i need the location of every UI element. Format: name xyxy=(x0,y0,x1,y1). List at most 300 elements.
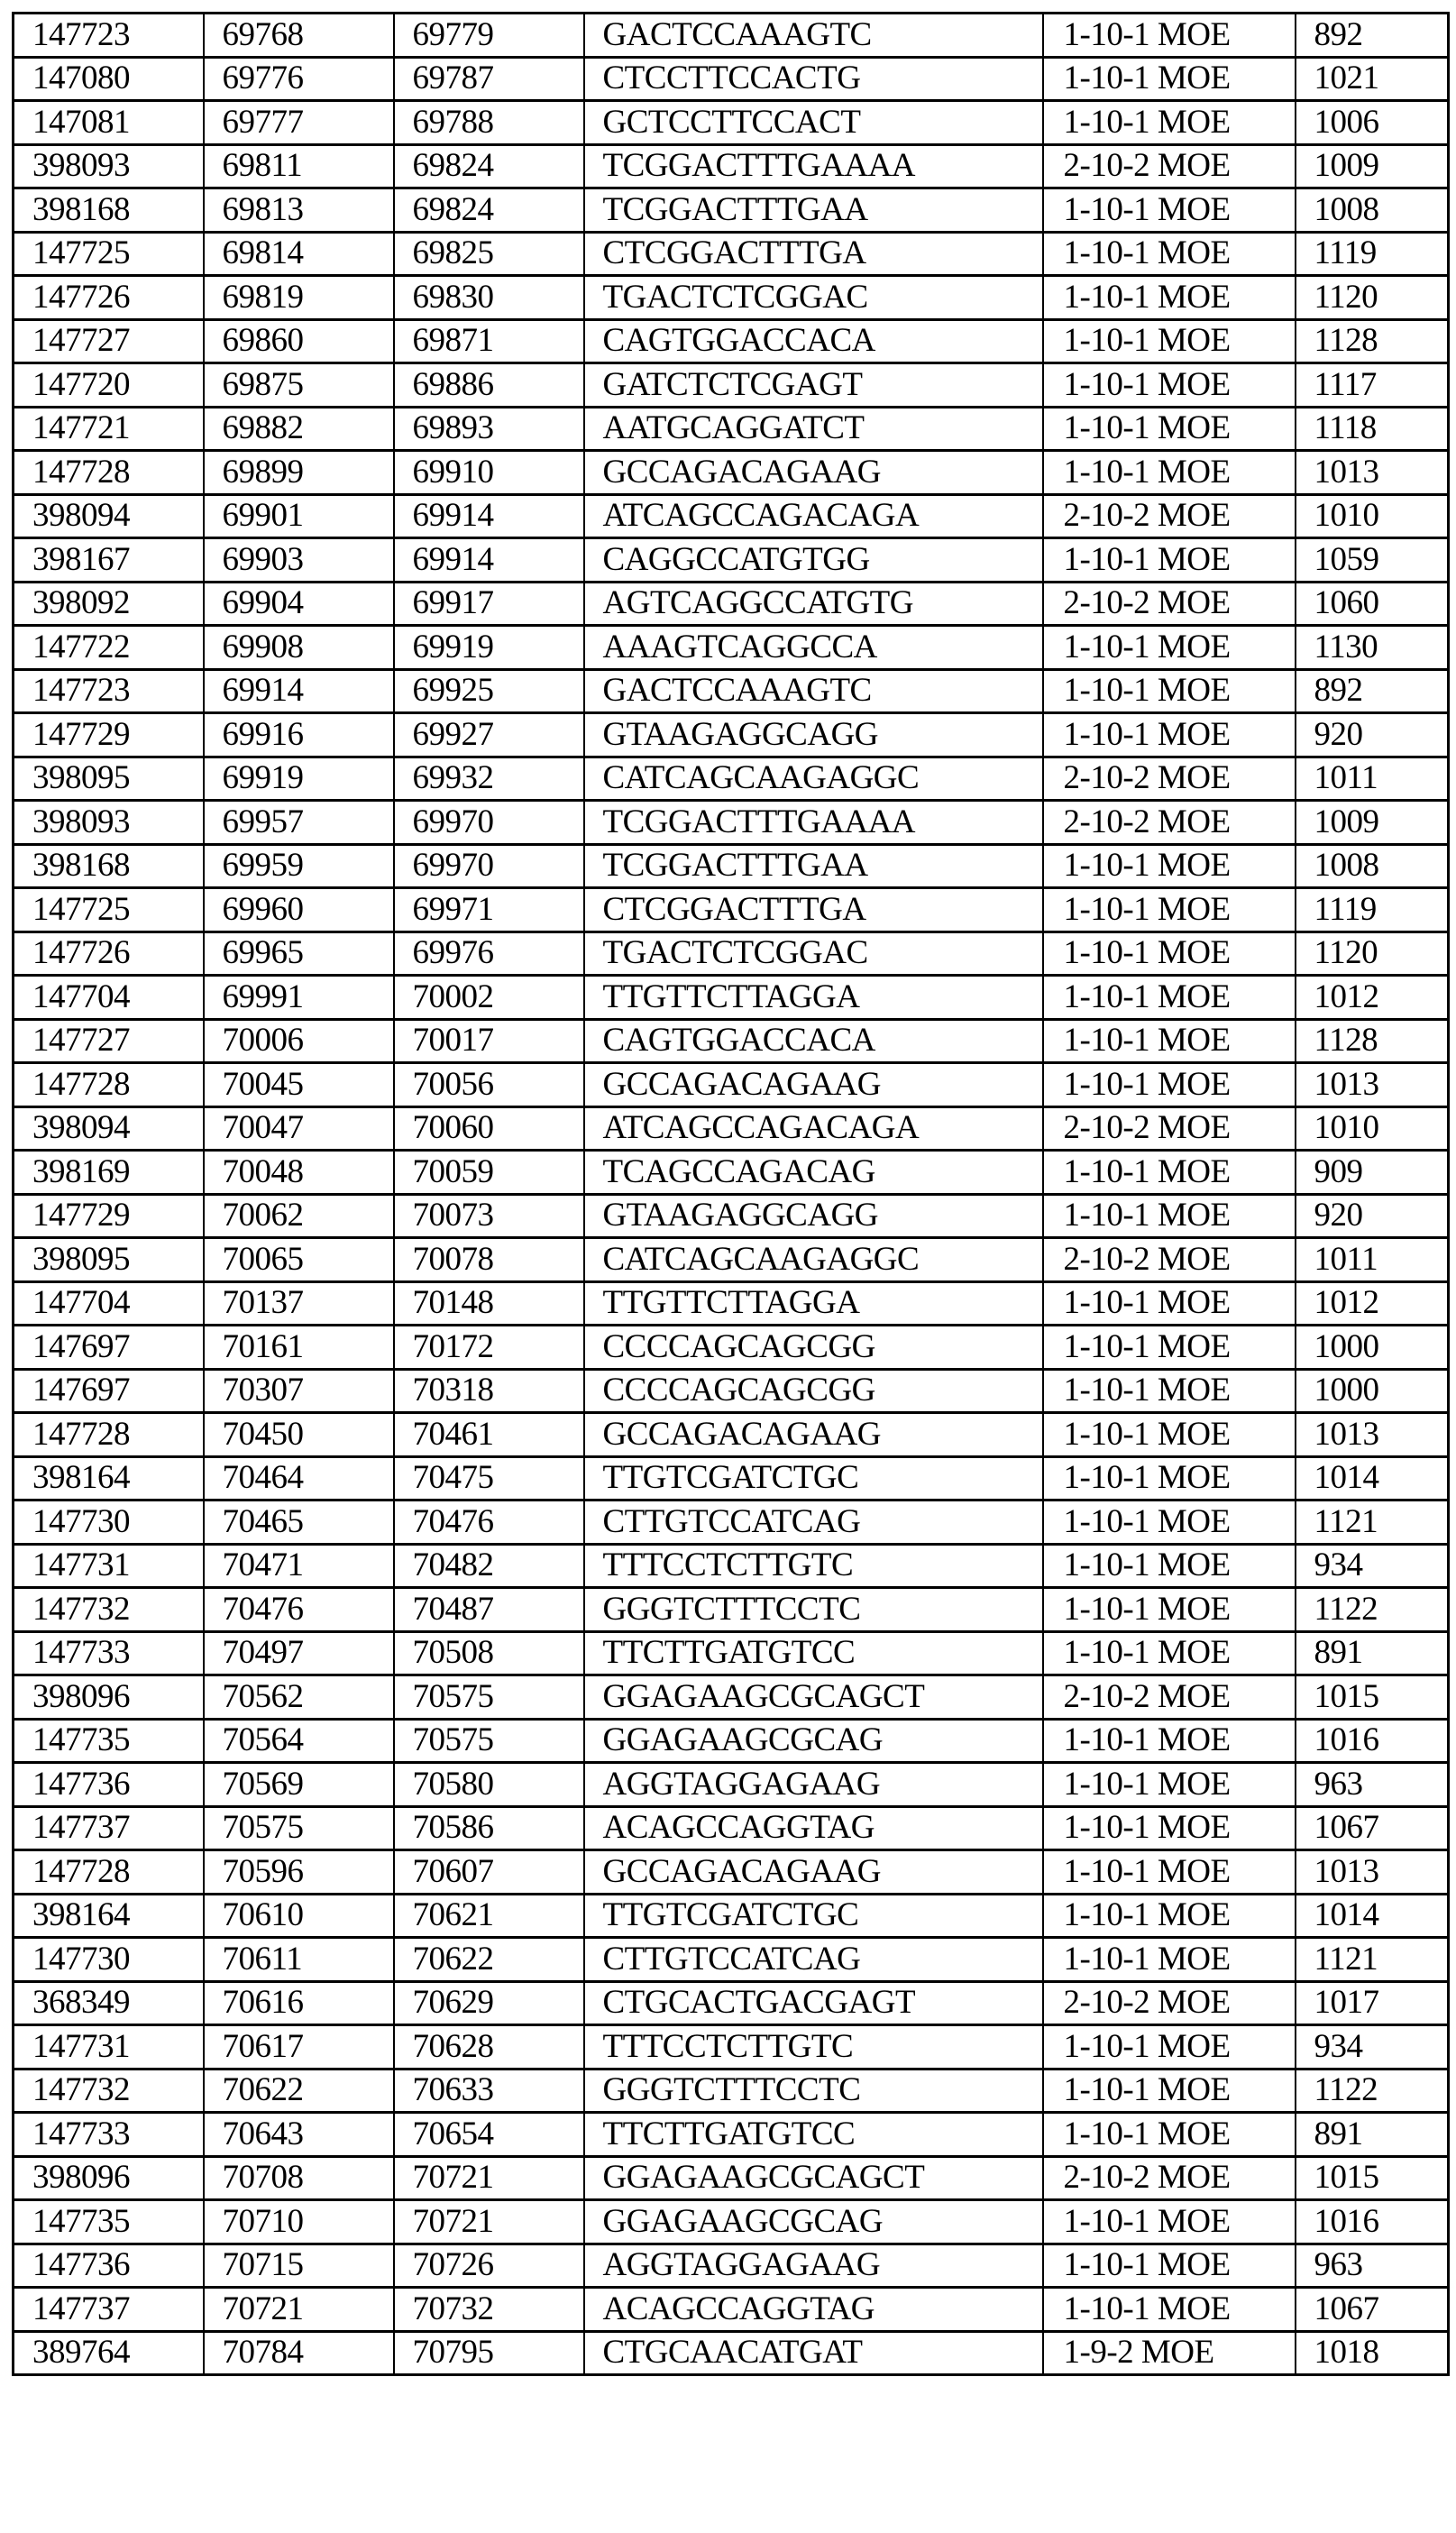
sequence-cell: TTTCCTCTTGTC xyxy=(584,1544,1043,1588)
table-row xyxy=(14,1151,1449,1195)
isis-no-cell: 147730 xyxy=(14,1938,204,1982)
isis-no-cell: 147728 xyxy=(14,1413,204,1457)
isis-no-cell: 147725 xyxy=(14,232,204,276)
sequence-cell: TGACTCTCGGAC xyxy=(584,276,1043,320)
target-start-cell: 70643 xyxy=(204,2113,394,2157)
target-stop-cell: 70078 xyxy=(394,1238,584,1282)
target-stop-cell: 69910 xyxy=(394,451,584,495)
target-stop-cell: 69932 xyxy=(394,757,584,801)
target-stop-cell: 70575 xyxy=(394,1675,584,1720)
motif-cell: 1-10-1 MOE xyxy=(1043,1151,1296,1195)
motif-cell: 1-10-1 MOE xyxy=(1043,2025,1296,2070)
sequence-cell: GCCAGACAGAAG xyxy=(584,451,1043,495)
isis-no-cell: 398164 xyxy=(14,1456,204,1501)
seq-id-cell: 1010 xyxy=(1296,494,1449,538)
sequence-cell: ATCAGCCAGACAGA xyxy=(584,1106,1043,1151)
table-row xyxy=(14,144,1449,188)
motif-cell: 1-10-1 MOE xyxy=(1043,363,1296,408)
table-row xyxy=(14,1981,1449,2025)
table-row xyxy=(14,976,1449,1020)
motif-cell: 2-10-2 MOE xyxy=(1043,494,1296,538)
seq-id-cell: 1120 xyxy=(1296,276,1449,320)
seq-id-cell: 1000 xyxy=(1296,1369,1449,1413)
table-row xyxy=(14,2200,1449,2244)
seq-id-cell: 1120 xyxy=(1296,932,1449,976)
target-stop-cell: 69927 xyxy=(394,713,584,757)
sequence-cell: CAGTGGACCACA xyxy=(584,1019,1043,1063)
target-start-cell: 70048 xyxy=(204,1151,394,1195)
table-row xyxy=(14,2244,1449,2288)
motif-cell: 1-10-1 MOE xyxy=(1043,2200,1296,2244)
isis-no-cell: 398093 xyxy=(14,801,204,845)
target-start-cell: 70137 xyxy=(204,1281,394,1326)
target-start-cell: 69919 xyxy=(204,757,394,801)
target-stop-cell: 70795 xyxy=(394,2331,584,2375)
sequence-cell: AGTCAGGCCATGTG xyxy=(584,582,1043,626)
target-stop-cell: 70621 xyxy=(394,1894,584,1938)
isis-no-cell: 147729 xyxy=(14,1194,204,1238)
target-stop-cell: 70628 xyxy=(394,2025,584,2070)
table-row xyxy=(14,101,1449,145)
table-row xyxy=(14,801,1449,845)
motif-cell: 2-10-2 MOE xyxy=(1043,1675,1296,1720)
target-stop-cell: 70726 xyxy=(394,2244,584,2288)
sequence-cell: TGACTCTCGGAC xyxy=(584,932,1043,976)
isis-no-cell: 398095 xyxy=(14,1238,204,1282)
table-row xyxy=(14,1063,1449,1107)
target-start-cell: 70610 xyxy=(204,1894,394,1938)
table-row xyxy=(14,2025,1449,2070)
motif-cell: 1-10-1 MOE xyxy=(1043,1894,1296,1938)
isis-no-cell: 147697 xyxy=(14,1326,204,1370)
target-stop-cell: 69830 xyxy=(394,276,584,320)
target-stop-cell: 69886 xyxy=(394,363,584,408)
isis-no-cell: 147736 xyxy=(14,1763,204,1807)
table-row xyxy=(14,232,1449,276)
target-start-cell: 70569 xyxy=(204,1763,394,1807)
table-row xyxy=(14,1588,1449,1632)
seq-id-cell: 1010 xyxy=(1296,1106,1449,1151)
sequence-cell: GCCAGACAGAAG xyxy=(584,1413,1043,1457)
seq-id-cell: 1121 xyxy=(1296,1938,1449,1982)
motif-cell: 1-10-1 MOE xyxy=(1043,2113,1296,2157)
table-row xyxy=(14,888,1449,932)
isis-no-cell: 147722 xyxy=(14,626,204,670)
seq-id-cell: 909 xyxy=(1296,1151,1449,1195)
isis-no-cell: 368349 xyxy=(14,1981,204,2025)
seq-id-cell: 920 xyxy=(1296,1194,1449,1238)
target-stop-cell: 70607 xyxy=(394,1850,584,1895)
seq-id-cell: 1016 xyxy=(1296,2200,1449,2244)
motif-cell: 1-10-1 MOE xyxy=(1043,1326,1296,1370)
sequence-cell: TTGTTCTTAGGA xyxy=(584,1281,1043,1326)
sequence-cell: CTGCAACATGAT xyxy=(584,2331,1043,2375)
target-stop-cell: 69824 xyxy=(394,188,584,233)
table-row xyxy=(14,319,1449,363)
motif-cell: 1-10-1 MOE xyxy=(1043,626,1296,670)
table-row xyxy=(14,2288,1449,2332)
target-start-cell: 69811 xyxy=(204,144,394,188)
seq-id-cell: 1122 xyxy=(1296,2069,1449,2113)
isis-no-cell: 147728 xyxy=(14,1063,204,1107)
sequence-cell: AAAGTCAGGCCA xyxy=(584,626,1043,670)
seq-id-cell: 1021 xyxy=(1296,57,1449,101)
sequence-cell: ACAGCCAGGTAG xyxy=(584,1806,1043,1850)
motif-cell: 1-10-1 MOE xyxy=(1043,2288,1296,2332)
seq-id-cell: 1117 xyxy=(1296,363,1449,408)
target-stop-cell: 70172 xyxy=(394,1326,584,1370)
seq-id-cell: 1013 xyxy=(1296,451,1449,495)
target-stop-cell: 70060 xyxy=(394,1106,584,1151)
table-row xyxy=(14,844,1449,888)
target-start-cell: 69819 xyxy=(204,276,394,320)
target-stop-cell: 70622 xyxy=(394,1938,584,1982)
seq-id-cell: 1122 xyxy=(1296,1588,1449,1632)
motif-cell: 1-10-1 MOE xyxy=(1043,2069,1296,2113)
isis-no-cell: 147733 xyxy=(14,2113,204,2157)
target-stop-cell: 69788 xyxy=(394,101,584,145)
seq-id-cell: 1067 xyxy=(1296,2288,1449,2332)
table-row xyxy=(14,494,1449,538)
target-stop-cell: 70002 xyxy=(394,976,584,1020)
isis-no-cell: 398168 xyxy=(14,188,204,233)
isis-no-cell: 147727 xyxy=(14,1019,204,1063)
sequence-cell: GTAAGAGGCAGG xyxy=(584,713,1043,757)
sequence-cell: TTGTCGATCTGC xyxy=(584,1894,1043,1938)
sequence-cell: TCGGACTTTGAA xyxy=(584,188,1043,233)
target-start-cell: 70622 xyxy=(204,2069,394,2113)
seq-id-cell: 1006 xyxy=(1296,101,1449,145)
sequence-cell: GGGTCTTTCCTC xyxy=(584,1588,1043,1632)
sequence-cell: TTGTTCTTAGGA xyxy=(584,976,1043,1020)
table-row xyxy=(14,1544,1449,1588)
target-stop-cell: 70721 xyxy=(394,2156,584,2200)
isis-no-cell: 147735 xyxy=(14,2200,204,2244)
isis-no-cell: 398169 xyxy=(14,1151,204,1195)
table-row xyxy=(14,1369,1449,1413)
target-stop-cell: 69779 xyxy=(394,14,584,58)
seq-id-cell: 1012 xyxy=(1296,1281,1449,1326)
table-row xyxy=(14,1806,1449,1850)
target-stop-cell: 70461 xyxy=(394,1413,584,1457)
sequence-cell: CAGGCCATGTGG xyxy=(584,538,1043,583)
sequence-cell: AGGTAGGAGAAG xyxy=(584,1763,1043,1807)
table-row xyxy=(14,2113,1449,2157)
seq-id-cell: 1013 xyxy=(1296,1063,1449,1107)
sequence-cell: GATCTCTCGAGT xyxy=(584,363,1043,408)
sequence-cell: CTCGGACTTTGA xyxy=(584,888,1043,932)
motif-cell: 1-10-1 MOE xyxy=(1043,1850,1296,1895)
isis-no-cell: 147735 xyxy=(14,1719,204,1763)
target-start-cell: 70476 xyxy=(204,1588,394,1632)
target-start-cell: 70575 xyxy=(204,1806,394,1850)
isis-no-cell: 147733 xyxy=(14,1631,204,1675)
table-row xyxy=(14,1501,1449,1545)
target-stop-cell: 70732 xyxy=(394,2288,584,2332)
seq-id-cell: 891 xyxy=(1296,1631,1449,1675)
isis-no-cell: 147723 xyxy=(14,14,204,58)
seq-id-cell: 1017 xyxy=(1296,1981,1449,2025)
target-start-cell: 70784 xyxy=(204,2331,394,2375)
motif-cell: 2-10-2 MOE xyxy=(1043,757,1296,801)
isis-no-cell: 147728 xyxy=(14,1850,204,1895)
seq-id-cell: 892 xyxy=(1296,14,1449,58)
target-start-cell: 69875 xyxy=(204,363,394,408)
seq-id-cell: 963 xyxy=(1296,2244,1449,2288)
table-row xyxy=(14,1763,1449,1807)
target-start-cell: 70611 xyxy=(204,1938,394,1982)
sequence-cell: CATCAGCAAGAGGC xyxy=(584,757,1043,801)
motif-cell: 1-10-1 MOE xyxy=(1043,232,1296,276)
isis-no-cell: 147081 xyxy=(14,101,204,145)
target-start-cell: 69776 xyxy=(204,57,394,101)
isis-no-cell: 398093 xyxy=(14,144,204,188)
target-start-cell: 70715 xyxy=(204,2244,394,2288)
sequence-cell: GGAGAAGCGCAG xyxy=(584,2200,1043,2244)
sequence-cell: TCGGACTTTGAAAA xyxy=(584,144,1043,188)
target-stop-cell: 70629 xyxy=(394,1981,584,2025)
seq-id-cell: 1014 xyxy=(1296,1894,1449,1938)
sequence-cell: TTTCCTCTTGTC xyxy=(584,2025,1043,2070)
sequence-cell: GACTCCAAAGTC xyxy=(584,14,1043,58)
target-start-cell: 70617 xyxy=(204,2025,394,2070)
seq-id-cell: 1015 xyxy=(1296,1675,1449,1720)
target-start-cell: 70471 xyxy=(204,1544,394,1588)
table-row xyxy=(14,276,1449,320)
target-start-cell: 70721 xyxy=(204,2288,394,2332)
motif-cell: 1-10-1 MOE xyxy=(1043,276,1296,320)
target-stop-cell: 70508 xyxy=(394,1631,584,1675)
sequence-cell: GCCAGACAGAAG xyxy=(584,1850,1043,1895)
isis-no-cell: 398164 xyxy=(14,1894,204,1938)
table-row xyxy=(14,407,1449,451)
target-start-cell: 70564 xyxy=(204,1719,394,1763)
motif-cell: 1-10-1 MOE xyxy=(1043,57,1296,101)
table-row xyxy=(14,1238,1449,1282)
target-start-cell: 69901 xyxy=(204,494,394,538)
motif-cell: 1-10-1 MOE xyxy=(1043,1938,1296,1982)
target-start-cell: 69960 xyxy=(204,888,394,932)
target-start-cell: 70497 xyxy=(204,1631,394,1675)
motif-cell: 1-10-1 MOE xyxy=(1043,1019,1296,1063)
motif-cell: 1-10-1 MOE xyxy=(1043,1413,1296,1457)
table-body xyxy=(14,14,1449,2375)
table-row xyxy=(14,1631,1449,1675)
motif-cell: 1-10-1 MOE xyxy=(1043,976,1296,1020)
table-row xyxy=(14,538,1449,583)
isis-no-cell: 147726 xyxy=(14,276,204,320)
target-start-cell: 69860 xyxy=(204,319,394,363)
target-stop-cell: 70586 xyxy=(394,1806,584,1850)
target-start-cell: 70710 xyxy=(204,2200,394,2244)
sequence-cell: CAGTGGACCACA xyxy=(584,319,1043,363)
target-start-cell: 69903 xyxy=(204,538,394,583)
motif-cell: 1-10-1 MOE xyxy=(1043,888,1296,932)
isis-no-cell: 147731 xyxy=(14,1544,204,1588)
target-start-cell: 69957 xyxy=(204,801,394,845)
target-start-cell: 70596 xyxy=(204,1850,394,1895)
target-stop-cell: 69970 xyxy=(394,844,584,888)
table-row xyxy=(14,363,1449,408)
motif-cell: 1-10-1 MOE xyxy=(1043,1631,1296,1675)
target-stop-cell: 69787 xyxy=(394,57,584,101)
motif-cell: 2-10-2 MOE xyxy=(1043,801,1296,845)
target-start-cell: 70161 xyxy=(204,1326,394,1370)
seq-id-cell: 1015 xyxy=(1296,2156,1449,2200)
target-stop-cell: 69893 xyxy=(394,407,584,451)
table-row xyxy=(14,1894,1449,1938)
table-row xyxy=(14,1413,1449,1457)
isis-no-cell: 147080 xyxy=(14,57,204,101)
target-stop-cell: 69971 xyxy=(394,888,584,932)
motif-cell: 2-10-2 MOE xyxy=(1043,1238,1296,1282)
sequence-cell: CCCCAGCAGCGG xyxy=(584,1326,1043,1370)
target-stop-cell: 70482 xyxy=(394,1544,584,1588)
motif-cell: 2-10-2 MOE xyxy=(1043,2156,1296,2200)
isis-no-cell: 147729 xyxy=(14,713,204,757)
target-stop-cell: 70475 xyxy=(394,1456,584,1501)
seq-id-cell: 1059 xyxy=(1296,538,1449,583)
table-row xyxy=(14,188,1449,233)
sequence-cell: GTAAGAGGCAGG xyxy=(584,1194,1043,1238)
motif-cell: 1-10-1 MOE xyxy=(1043,1544,1296,1588)
target-stop-cell: 69970 xyxy=(394,801,584,845)
sequence-cell: CCCCAGCAGCGG xyxy=(584,1369,1043,1413)
target-stop-cell: 70059 xyxy=(394,1151,584,1195)
target-start-cell: 69814 xyxy=(204,232,394,276)
seq-id-cell: 1067 xyxy=(1296,1806,1449,1850)
isis-no-cell: 147730 xyxy=(14,1501,204,1545)
seq-id-cell: 1011 xyxy=(1296,757,1449,801)
table-row xyxy=(14,57,1449,101)
sequence-cell: TTCTTGATGTCC xyxy=(584,2113,1043,2157)
target-start-cell: 69991 xyxy=(204,976,394,1020)
seq-id-cell: 1014 xyxy=(1296,1456,1449,1501)
isis-no-cell: 398094 xyxy=(14,494,204,538)
motif-cell: 1-10-1 MOE xyxy=(1043,1763,1296,1807)
target-stop-cell: 70318 xyxy=(394,1369,584,1413)
isis-no-cell: 398096 xyxy=(14,2156,204,2200)
seq-id-cell: 1128 xyxy=(1296,319,1449,363)
sequence-cell: TTGTCGATCTGC xyxy=(584,1456,1043,1501)
target-start-cell: 69768 xyxy=(204,14,394,58)
table-row xyxy=(14,1675,1449,1720)
sequence-cell: CTGCACTGACGAGT xyxy=(584,1981,1043,2025)
table-row xyxy=(14,669,1449,713)
target-stop-cell: 69824 xyxy=(394,144,584,188)
isis-no-cell: 147726 xyxy=(14,932,204,976)
seq-id-cell: 1013 xyxy=(1296,1850,1449,1895)
target-stop-cell: 70476 xyxy=(394,1501,584,1545)
isis-no-cell: 398167 xyxy=(14,538,204,583)
seq-id-cell: 1060 xyxy=(1296,582,1449,626)
target-start-cell: 70065 xyxy=(204,1238,394,1282)
target-start-cell: 70450 xyxy=(204,1413,394,1457)
motif-cell: 1-10-1 MOE xyxy=(1043,188,1296,233)
target-start-cell: 69904 xyxy=(204,582,394,626)
seq-id-cell: 891 xyxy=(1296,2113,1449,2157)
table-row xyxy=(14,713,1449,757)
seq-id-cell: 1121 xyxy=(1296,1501,1449,1545)
target-start-cell: 70616 xyxy=(204,1981,394,2025)
seq-id-cell: 1013 xyxy=(1296,1413,1449,1457)
table-row xyxy=(14,582,1449,626)
seq-id-cell: 934 xyxy=(1296,2025,1449,2070)
target-stop-cell: 69914 xyxy=(394,494,584,538)
seq-id-cell: 934 xyxy=(1296,1544,1449,1588)
isis-no-cell: 398168 xyxy=(14,844,204,888)
target-stop-cell: 69914 xyxy=(394,538,584,583)
motif-cell: 1-10-1 MOE xyxy=(1043,451,1296,495)
motif-cell: 1-10-1 MOE xyxy=(1043,407,1296,451)
sequence-cell: ATCAGCCAGACAGA xyxy=(584,494,1043,538)
table-row xyxy=(14,1938,1449,1982)
table-row xyxy=(14,1850,1449,1895)
motif-cell: 1-10-1 MOE xyxy=(1043,1501,1296,1545)
seq-id-cell: 1009 xyxy=(1296,801,1449,845)
motif-cell: 1-10-1 MOE xyxy=(1043,1806,1296,1850)
table-row xyxy=(14,1194,1449,1238)
table-row xyxy=(14,1106,1449,1151)
sequence-cell: GGAGAAGCGCAGCT xyxy=(584,2156,1043,2200)
target-start-cell: 70047 xyxy=(204,1106,394,1151)
seq-id-cell: 1128 xyxy=(1296,1019,1449,1063)
sequence-cell: AATGCAGGATCT xyxy=(584,407,1043,451)
sequence-cell: GGGTCTTTCCTC xyxy=(584,2069,1043,2113)
seq-id-cell: 1009 xyxy=(1296,144,1449,188)
isis-no-cell: 147725 xyxy=(14,888,204,932)
table-row xyxy=(14,626,1449,670)
target-start-cell: 69965 xyxy=(204,932,394,976)
table-row xyxy=(14,1456,1449,1501)
target-start-cell: 70062 xyxy=(204,1194,394,1238)
seq-id-cell: 963 xyxy=(1296,1763,1449,1807)
target-start-cell: 70562 xyxy=(204,1675,394,1720)
oligonucleotide-table xyxy=(12,12,1450,2376)
seq-id-cell: 1018 xyxy=(1296,2331,1449,2375)
target-stop-cell: 70487 xyxy=(394,1588,584,1632)
table-row xyxy=(14,1719,1449,1763)
target-start-cell: 70006 xyxy=(204,1019,394,1063)
target-start-cell: 70465 xyxy=(204,1501,394,1545)
motif-cell: 1-10-1 MOE xyxy=(1043,1063,1296,1107)
seq-id-cell: 1012 xyxy=(1296,976,1449,1020)
sequence-cell: TTCTTGATGTCC xyxy=(584,1631,1043,1675)
target-start-cell: 70045 xyxy=(204,1063,394,1107)
table-row xyxy=(14,2331,1449,2375)
table-row xyxy=(14,14,1449,58)
sequence-cell: GCCAGACAGAAG xyxy=(584,1063,1043,1107)
motif-cell: 1-10-1 MOE xyxy=(1043,1456,1296,1501)
target-stop-cell: 69871 xyxy=(394,319,584,363)
seq-id-cell: 892 xyxy=(1296,669,1449,713)
isis-no-cell: 147737 xyxy=(14,2288,204,2332)
seq-id-cell: 1016 xyxy=(1296,1719,1449,1763)
target-start-cell: 69813 xyxy=(204,188,394,233)
isis-no-cell: 147732 xyxy=(14,2069,204,2113)
motif-cell: 1-10-1 MOE xyxy=(1043,1719,1296,1763)
target-stop-cell: 70148 xyxy=(394,1281,584,1326)
motif-cell: 2-10-2 MOE xyxy=(1043,144,1296,188)
motif-cell: 1-10-1 MOE xyxy=(1043,319,1296,363)
target-stop-cell: 69917 xyxy=(394,582,584,626)
isis-no-cell: 147704 xyxy=(14,1281,204,1326)
target-stop-cell: 70654 xyxy=(394,2113,584,2157)
sequence-cell: GGAGAAGCGCAG xyxy=(584,1719,1043,1763)
sequence-cell: TCGGACTTTGAAAA xyxy=(584,801,1043,845)
seq-id-cell: 920 xyxy=(1296,713,1449,757)
isis-no-cell: 147723 xyxy=(14,669,204,713)
